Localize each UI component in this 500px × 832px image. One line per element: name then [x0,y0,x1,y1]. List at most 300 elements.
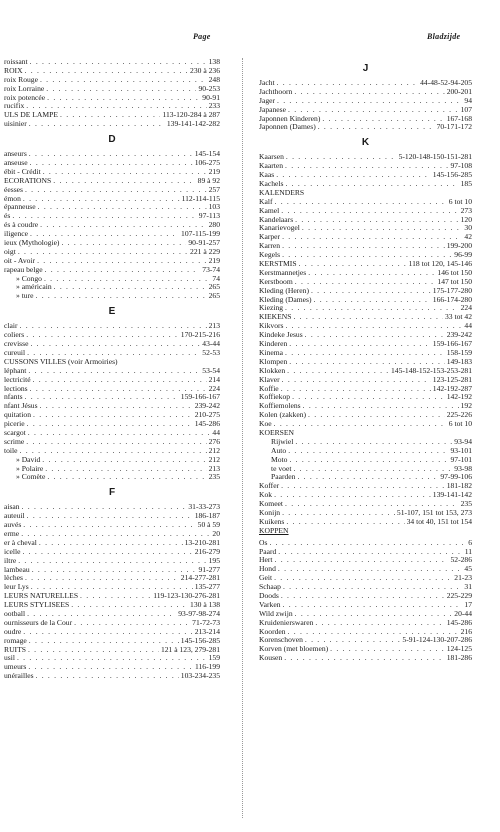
dot-leader [295,610,453,619]
index-entry [4,159,220,168]
index-term: » Congo [16,274,42,283]
dot-leader [293,313,443,322]
index-term: Koe [259,420,272,429]
index-page-numbers: 185 [460,180,472,189]
index-page-numbers: 230 à 236 [190,66,220,75]
index-page-numbers: 239-242 [194,402,220,411]
index-page-numbers: 5-91-124-130-207-286 [402,636,472,645]
index-page-numbers: 97-99-106 [440,473,472,482]
index-term: umeurs [4,663,27,672]
index-term: iltre [4,556,17,565]
index-term: Geit [259,574,273,583]
index-entry [4,672,220,681]
index-entry [259,198,472,207]
index-page-numbers: 235 [208,473,220,482]
index-page-numbers: 43-44 [202,340,220,349]
index-term: KOPPEN [259,526,289,535]
index-term: Auto [271,446,287,455]
index-term: Kanarievogel [259,224,300,233]
index-term: » américain [16,283,52,292]
index-entry [259,465,472,474]
index-page-numbers: 107 [460,105,472,114]
index-term: léphant [4,366,27,375]
index-page-numbers: 70-171-172 [436,123,472,132]
index-page-numbers: 20-44 [454,609,472,618]
index-entry [4,111,220,120]
index-page-numbers: 97-113 [198,212,220,221]
dot-leader [26,331,179,340]
index-entry [259,367,472,376]
index-entry [259,349,472,358]
index-entry [259,518,472,527]
index-entry [4,385,220,394]
index-entry [4,557,220,566]
index-page-numbers: 146 tot 150 [437,268,472,277]
dot-leader [302,224,463,233]
index-entry [4,376,220,385]
index-term: lèches [4,574,23,583]
index-term: Rijwiel [271,437,294,446]
index-term: Kinema [259,348,284,357]
index-term: Hert [259,556,273,565]
index-page-numbers: 167-168 [446,114,472,123]
index-entry [4,503,220,512]
dot-leader [285,500,459,509]
dot-leader [274,491,431,500]
index-entry [259,548,472,557]
index-page-numbers: 170-215-216 [180,331,220,340]
index-entry [4,275,220,284]
dot-leader [278,565,463,574]
index-entry [259,88,472,97]
index-term: rucifix [4,102,25,111]
index-page-numbers: 216-279 [194,547,220,556]
index-term: Jachthoorn [259,87,293,96]
index-page-numbers: 31 [464,583,472,592]
page-header-left: Page [193,32,211,41]
index-term: rapeau belge [4,265,43,274]
index-term: KALENDERS [259,188,305,197]
index-entry [259,636,472,645]
index-term: Korenschoven [259,636,303,645]
index-entry [4,574,220,583]
index-page-numbers: 175-177-280 [432,286,472,295]
index-term: Kleding (Dames) [259,295,312,304]
index-term: Hond [259,565,276,574]
index-entry [4,292,220,301]
dot-leader [40,402,193,411]
index-entry [259,97,472,106]
index-entry [259,574,472,583]
index-term: ULS DE LAMPE [4,111,59,120]
index-entry [4,76,220,85]
index-entry [259,162,472,171]
index-page-numbers: 42 [464,233,472,242]
dot-leader [25,186,207,195]
index-page-numbers: 145-286 [446,618,472,627]
dot-leader [286,518,404,527]
index-term: Kaas [259,171,275,180]
index-term: Jacht [259,79,275,87]
dot-leader [278,548,462,557]
index-page-numbers: 200-201 [446,87,472,96]
index-term: Kandelaars [259,215,294,224]
index-entry [4,628,220,637]
index-term: nfant Jésus [4,402,38,411]
index-entry [259,385,472,394]
index-term: roix Lorraine [4,84,45,93]
dot-leader [269,539,466,548]
index-page-numbers: 210-275 [194,411,220,420]
index-term: » David [16,455,41,464]
dot-leader [23,195,180,204]
index-entry [259,313,472,322]
index-page-numbers: 52-286 [450,556,472,565]
index-term: icelle [4,547,21,556]
index-term: auvés [4,521,22,530]
dot-leader [22,548,192,557]
index-page-numbers: 199-200 [446,242,472,251]
index-term: Kamel [259,206,280,215]
index-term: anseuse [4,159,28,168]
dot-leader [294,88,444,97]
dot-leader [322,115,444,124]
index-page-numbers: 219 [208,256,220,265]
index-page-numbers: 166-174-280 [432,295,472,304]
index-term: Schaap [259,583,281,592]
index-entry [259,456,472,465]
index-entry [4,583,220,592]
index-page-numbers: 225-226 [446,411,472,420]
index-entry [4,601,220,610]
dot-leader [285,162,448,171]
index-entry [259,420,472,429]
index-term: éesses [4,185,23,194]
dot-leader [29,120,165,129]
index-page-numbers: 31-33-273 [188,503,220,512]
index-term: Japonnen Kinderen) [259,114,321,123]
dot-leader [308,269,435,278]
index-section-letter: K [361,137,370,149]
dot-leader [30,385,207,394]
dot-leader [286,153,397,162]
index-term: Paard [259,547,277,556]
index-page-numbers: 219 [208,167,220,176]
dot-leader [25,67,188,76]
column-divider [242,58,243,818]
index-term: ieux (Mythologie) [4,239,60,248]
index-term: roix potencée [4,93,46,102]
index-entry [259,106,472,115]
index-entry [259,601,472,610]
index-entry [259,402,472,411]
index-entry [4,283,220,292]
dot-leader [40,221,206,230]
dot-leader [17,654,207,663]
dot-leader [26,102,206,111]
index-entry [4,102,220,111]
index-page-numbers: 213 [208,464,220,473]
index-page-numbers: 93-97-98-274 [178,609,220,618]
index-term: uisinier [4,120,27,129]
index-page-numbers: 192 [460,402,472,411]
index-page-numbers: 17 [464,600,472,609]
index-page-numbers: 142-192 [446,393,472,402]
index-entry [4,85,220,94]
index-entry [259,79,472,88]
index-page-numbers: 96-99 [454,251,472,260]
index-entry [4,548,220,557]
index-entry [259,539,472,548]
dot-leader [281,592,445,601]
index-term: Kerstmannetjes [259,268,307,277]
index-term: Komeet [259,500,284,509]
dot-leader [285,304,459,313]
dot-leader [61,239,186,248]
index-term: LEURS STYLISEES [4,601,70,610]
index-entry [4,619,220,628]
dot-leader [47,473,206,482]
index-page-numbers: 34 tot 40, 151 tot 154 [406,517,472,526]
index-entry [4,456,220,465]
index-term: unérailles [4,672,34,681]
dot-leader [283,583,462,592]
index-entry [4,212,220,221]
dot-leader [25,393,179,402]
index-term: er à cheval [4,538,37,547]
index-page-numbers: 225-229 [446,591,472,600]
index-term: Koffer [259,482,280,491]
dot-leader [32,566,197,575]
dot-leader [315,619,444,628]
index-term: CUSSONS VILLES (voir Armoiries) [4,357,118,366]
index-term: Kolen (zakken) [259,411,307,420]
index-term: Jager [259,96,276,105]
dot-leader [30,230,179,239]
index-page-numbers: 6 [468,538,472,547]
index-page-numbers: 142-192-287 [432,384,472,393]
index-term: Klompen [259,357,288,366]
dot-leader [33,376,207,385]
dot-leader [318,123,435,132]
index-page-numbers: 265 [208,283,220,292]
index-entry [4,610,220,619]
index-entry [4,203,220,212]
dot-leader [289,456,448,465]
index-page-numbers: 145-286 [194,420,220,429]
index-entry [259,278,472,287]
dot-leader [30,58,207,67]
dot-leader [43,168,207,177]
dot-leader [282,509,395,518]
index-page-numbers: 97-108 [450,162,472,171]
index-page-numbers: 224 [460,304,472,313]
index-entry [4,340,220,349]
dot-leader [285,180,458,189]
index-page-numbers: 6 tot 10 [448,197,472,206]
dot-leader [31,583,193,592]
index-term: KOERSEN [259,428,295,437]
index-entry [259,438,472,447]
index-term: Karper [259,233,281,242]
index-entry [259,171,472,180]
index-term: iligence [4,230,29,239]
dot-leader [303,402,459,411]
index-term: ébit - Crédit [4,167,41,176]
index-entry [4,530,220,539]
index-page-numbers: 52-53 [202,348,220,357]
index-entry [259,331,472,340]
index-page-numbers: 44-48-52-94-205 [420,79,472,87]
index-term: quitation [4,411,31,420]
dot-leader [282,376,431,385]
dot-leader [23,628,192,637]
index-page-numbers: 94 [464,96,472,105]
index-entry [4,566,220,575]
index-entry [259,269,472,278]
index-term: crevisse [4,340,29,349]
dot-leader [21,530,210,539]
index-page-numbers: 159-166-167 [432,340,472,349]
index-entry [259,509,472,518]
index-page-numbers: 239-242 [446,331,472,340]
index-term: Konijn [259,508,281,517]
index-page-numbers: 147 tot 150 [437,277,472,286]
index-page-numbers: 93-94 [454,437,472,446]
dot-leader [53,177,195,186]
index-page-numbers: 30 [464,224,472,233]
index-entry [4,402,220,411]
index-page-numbers: 214-277-281 [180,574,220,583]
index-page-numbers: 112-114-115 [181,194,220,203]
dot-leader [292,393,445,402]
index-term: oit - Avoir [4,256,36,265]
index-section-letter: J [362,63,369,74]
index-entry [4,58,220,67]
index-entry [259,340,472,349]
dot-leader [38,203,207,212]
index-page-numbers: 213-214 [194,627,220,636]
dot-leader [74,619,190,628]
dot-leader [20,322,207,331]
index-entry [259,645,472,654]
index-entry [4,663,220,672]
dot-leader [60,111,160,120]
dot-leader [42,456,206,465]
index-entry [259,207,472,216]
index-entry [259,610,472,619]
dot-leader [314,296,431,305]
dot-leader [80,592,151,601]
index-page-numbers: 107-115-199 [181,230,220,239]
index-page-numbers: 73-74 [202,265,220,274]
index-entry [259,242,472,251]
index-page-numbers: 138 [208,58,220,66]
index-page-numbers: 106-275 [194,159,220,168]
dot-leader [293,465,452,474]
index-entry [4,393,220,402]
index-entry [259,619,472,628]
index-entry [259,500,472,509]
dot-leader [289,340,431,349]
index-term: picerie [4,420,25,429]
dot-leader [28,663,193,672]
index-term: Koffiemolens [259,402,301,411]
index-page-numbers: 135-277 [194,583,220,592]
dot-leader [29,150,193,159]
dot-leader [282,242,445,251]
dot-leader [44,275,210,284]
dot-leader [47,94,200,103]
index-page-numbers: 158-159 [446,348,472,357]
index-page-numbers: 186-187 [194,512,220,521]
index-term: Kalf [259,197,273,206]
dot-leader [288,447,448,456]
index-entry [259,153,472,162]
dot-leader [308,411,445,420]
dot-leader [28,367,200,376]
index-page-numbers: 90-253 [198,84,220,93]
index-page-numbers: 124-125 [446,645,472,654]
index-entry [259,491,472,500]
dot-leader [281,482,445,491]
dot-leader [277,79,419,88]
index-page-numbers: 113-120-284 à 287 [162,111,220,120]
index-term: Paarden [271,473,296,482]
index-term: oudre [4,627,22,636]
index-term: lambeau [4,565,30,574]
index-page-numbers: 213 [208,322,220,331]
dot-leader [30,340,200,349]
index-page-numbers: 224 [208,384,220,393]
index-term: KIEKENS [259,313,292,322]
dot-leader [305,636,401,645]
index-entry [259,411,472,420]
dot-leader [285,322,462,331]
index-entry [4,438,220,447]
dot-leader [37,257,207,266]
index-page-numbers: 93-101 [450,446,472,455]
index-page-numbers: 6 tot 10 [448,420,472,429]
index-term: Moto [271,455,288,464]
index-entry [4,195,220,204]
index-page-numbers: 233 [208,102,220,111]
dot-leader [305,331,445,340]
index-term: Kousen [259,654,283,663]
index-page-numbers: 33 tot 42 [444,313,472,322]
index-term: Kindeke Jesus [259,331,303,340]
page-header-right: Bladzijde [427,32,461,41]
index-entry [4,94,220,103]
index-page-numbers: 280 [208,221,220,230]
dot-leader [297,473,438,482]
dot-leader [28,429,211,438]
dot-leader [299,260,407,269]
index-term: Os [259,538,268,547]
dot-leader [285,349,445,358]
dot-leader [12,212,196,221]
index-entry [259,556,472,565]
index-page-numbers: 159-166-167 [180,393,220,402]
index-page-numbers: 181-182 [446,482,472,491]
index-section-letter: D [108,134,116,146]
index-term: erme [4,529,20,538]
dot-leader [276,171,431,180]
index-term: oigt [4,247,16,256]
index-term: és à coudre [4,221,39,230]
dot-leader [54,283,207,292]
dot-leader [22,503,187,512]
